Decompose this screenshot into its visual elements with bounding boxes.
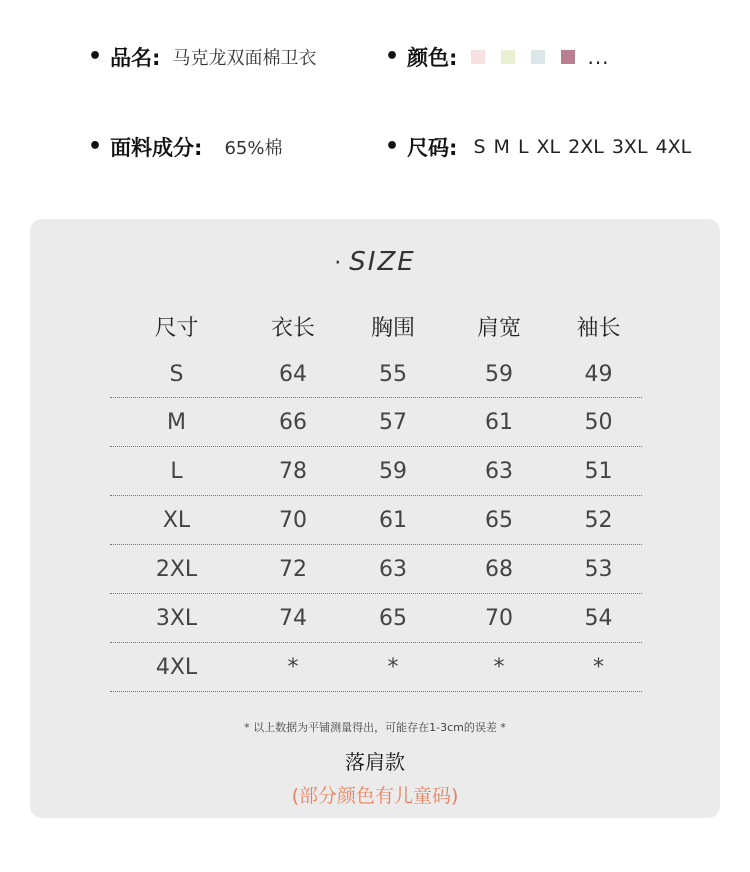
table-cell: 63	[485, 458, 513, 484]
table-cell: 4XL	[155, 654, 198, 680]
bullet-icon: •	[385, 44, 400, 69]
product-name-value: 马克龙双面棉卫衣	[172, 48, 317, 69]
table-cell: S	[169, 361, 184, 387]
table-cell: 57	[379, 409, 407, 435]
table-row	[110, 351, 642, 398]
bullet-icon: •	[88, 134, 103, 159]
child-size-note: (部分颜色有儿童码)	[291, 785, 459, 807]
table-cell: 54	[584, 605, 613, 631]
product-name	[88, 42, 316, 72]
product-colors	[385, 42, 610, 72]
size-option: 3XL	[611, 136, 648, 158]
table-cell: 72	[279, 556, 307, 582]
size-chart-panel	[30, 219, 720, 818]
table-cell: 52	[584, 507, 613, 533]
table-cell: 63	[379, 556, 407, 582]
table-cell: 59	[379, 458, 407, 484]
table-cell: 53	[584, 556, 613, 582]
size-option: S	[473, 136, 486, 158]
table-cell: *	[287, 654, 299, 680]
product-sizes	[385, 132, 691, 162]
table-cell: 51	[584, 458, 613, 484]
color-swatch	[561, 50, 575, 64]
table-row	[110, 594, 642, 643]
table-row	[110, 545, 642, 594]
color-swatch	[471, 50, 485, 64]
product-name-label: 品名:	[110, 46, 161, 70]
size-option: XL	[536, 136, 561, 158]
measurement-note: * 以上数据为平铺测量得出，可能存在1-3cm的误差 *	[244, 721, 506, 734]
table-cell: *	[493, 654, 505, 680]
size-option: 4XL	[655, 136, 692, 158]
table-row	[110, 496, 642, 545]
table-cell: 50	[584, 409, 613, 435]
table-cell: 78	[279, 458, 307, 484]
table-header-row	[110, 301, 642, 351]
table-row	[110, 398, 642, 447]
table-cell: 61	[485, 409, 513, 435]
bullet-icon: •	[88, 44, 103, 69]
color-swatch	[531, 50, 545, 64]
header-shoulder: 肩宽	[476, 315, 521, 341]
size-option: L	[517, 136, 529, 158]
header-length: 衣长	[270, 315, 315, 341]
table-cell: 3XL	[155, 605, 198, 631]
table-cell: 70	[279, 507, 307, 533]
size-label: 尺码:	[407, 136, 458, 160]
bullet-icon: •	[385, 134, 400, 159]
style-name: 落肩款	[345, 750, 405, 774]
size-chart-title	[30, 247, 720, 277]
table-cell: 65	[485, 507, 513, 533]
table-cell: *	[593, 654, 604, 680]
table-cell: 55	[379, 361, 407, 387]
color-swatch	[501, 50, 515, 64]
table-cell: 65	[379, 605, 407, 631]
header-chest: 胸围	[370, 315, 415, 341]
fabric-composition	[88, 132, 282, 162]
title-dot: ·	[334, 251, 344, 276]
table-row	[110, 447, 642, 496]
table-cell: 66	[279, 409, 307, 435]
table-cell: 59	[485, 361, 513, 387]
table-cell: 49	[584, 361, 613, 387]
fabric-label: 面料成分:	[110, 136, 203, 160]
table-cell: 61	[379, 507, 407, 533]
table-cell: 64	[279, 361, 307, 387]
table-row	[110, 643, 642, 692]
table-cell: 70	[485, 605, 513, 631]
table-cell: XL	[162, 507, 191, 533]
table-cell: *	[387, 654, 399, 680]
table-cell: L	[170, 458, 183, 484]
fabric-value: 65%棉	[224, 138, 283, 159]
color-swatches	[471, 45, 609, 69]
table-cell: 74	[279, 605, 307, 631]
header-size: 尺寸	[154, 315, 199, 341]
table-cell: M	[167, 409, 186, 435]
color-more: ...	[587, 45, 610, 69]
table-cell: 2XL	[155, 556, 198, 582]
table-cell: 68	[485, 556, 513, 582]
size-option: 2XL	[568, 136, 604, 158]
header-sleeve: 袖长	[576, 315, 621, 341]
color-label: 颜色:	[407, 46, 458, 70]
size-list	[473, 136, 691, 158]
size-option: M	[493, 136, 510, 158]
size-table	[110, 301, 642, 692]
size-chart-title-text: SIZE	[349, 247, 416, 277]
